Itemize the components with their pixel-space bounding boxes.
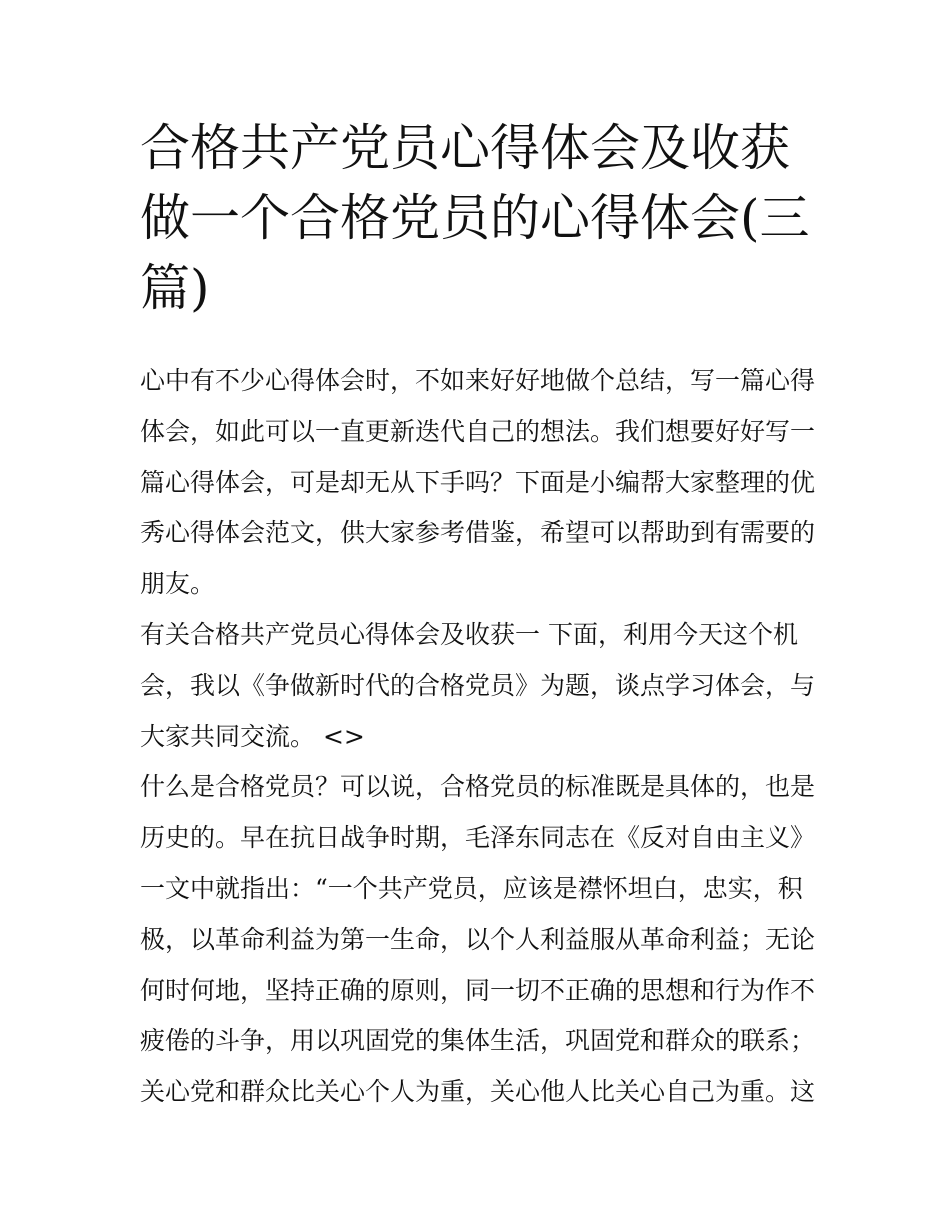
title-line: 做一个合格党员的心得体会(三 bbox=[140, 189, 810, 247]
intro-paragraph bbox=[140, 356, 820, 610]
text-line: 疲倦的斗争，用以巩固党的集体生活，巩固党和群众的联系； bbox=[140, 1026, 816, 1056]
text-line: 大家共同交流。 <> bbox=[140, 721, 365, 751]
document-title bbox=[140, 113, 820, 323]
document-body bbox=[140, 356, 820, 1118]
text-line: 有关合格共产党员心得体会及收获一 下面，利用今天这个机 bbox=[140, 619, 798, 649]
text-line: 关心党和群众比关心个人为重，关心他人比关心自己为重。这 bbox=[140, 1077, 816, 1107]
title-line: 篇) bbox=[140, 259, 210, 317]
text-line: 极，以革命利益为第一生命，以个人利益服从革命利益；无论 bbox=[140, 924, 816, 954]
text-line: 朋友。 bbox=[140, 569, 216, 599]
text-line: 何时何地，坚持正确的原则，同一切不正确的思想和行为作不 bbox=[140, 975, 816, 1005]
section-one-paragraph bbox=[140, 610, 820, 762]
text-line: 秀心得体会范文，供大家参考借鉴，希望可以帮助到有需要的 bbox=[140, 518, 816, 548]
text-line: 一文中就指出：“一个共产党员，应该是襟怀坦白，忠实，积 bbox=[140, 873, 803, 903]
text-line: 心中有不少心得体会时，不如来好好地做个总结，写一篇心得 bbox=[140, 366, 816, 395]
text-line: 会，我以《争做新时代的合格党员》为题，谈点学习体会，与 bbox=[140, 670, 816, 700]
qualified-member-paragraph bbox=[140, 762, 820, 1118]
text-line: 历史的。早在抗日战争时期，毛泽东同志在《反对自由主义》 bbox=[140, 823, 816, 853]
title-line: 合格共产党员心得体会及收获 bbox=[140, 119, 790, 177]
text-line: 什么是合格党员？可以说，合格党员的标准既是具体的，也是 bbox=[140, 772, 816, 802]
text-line: 篇心得体会，可是却无从下手吗？下面是小编帮大家整理的优 bbox=[140, 467, 816, 497]
text-line: 体会，如此可以一直更新迭代自己的想法。我们想要好好写一 bbox=[140, 416, 816, 446]
